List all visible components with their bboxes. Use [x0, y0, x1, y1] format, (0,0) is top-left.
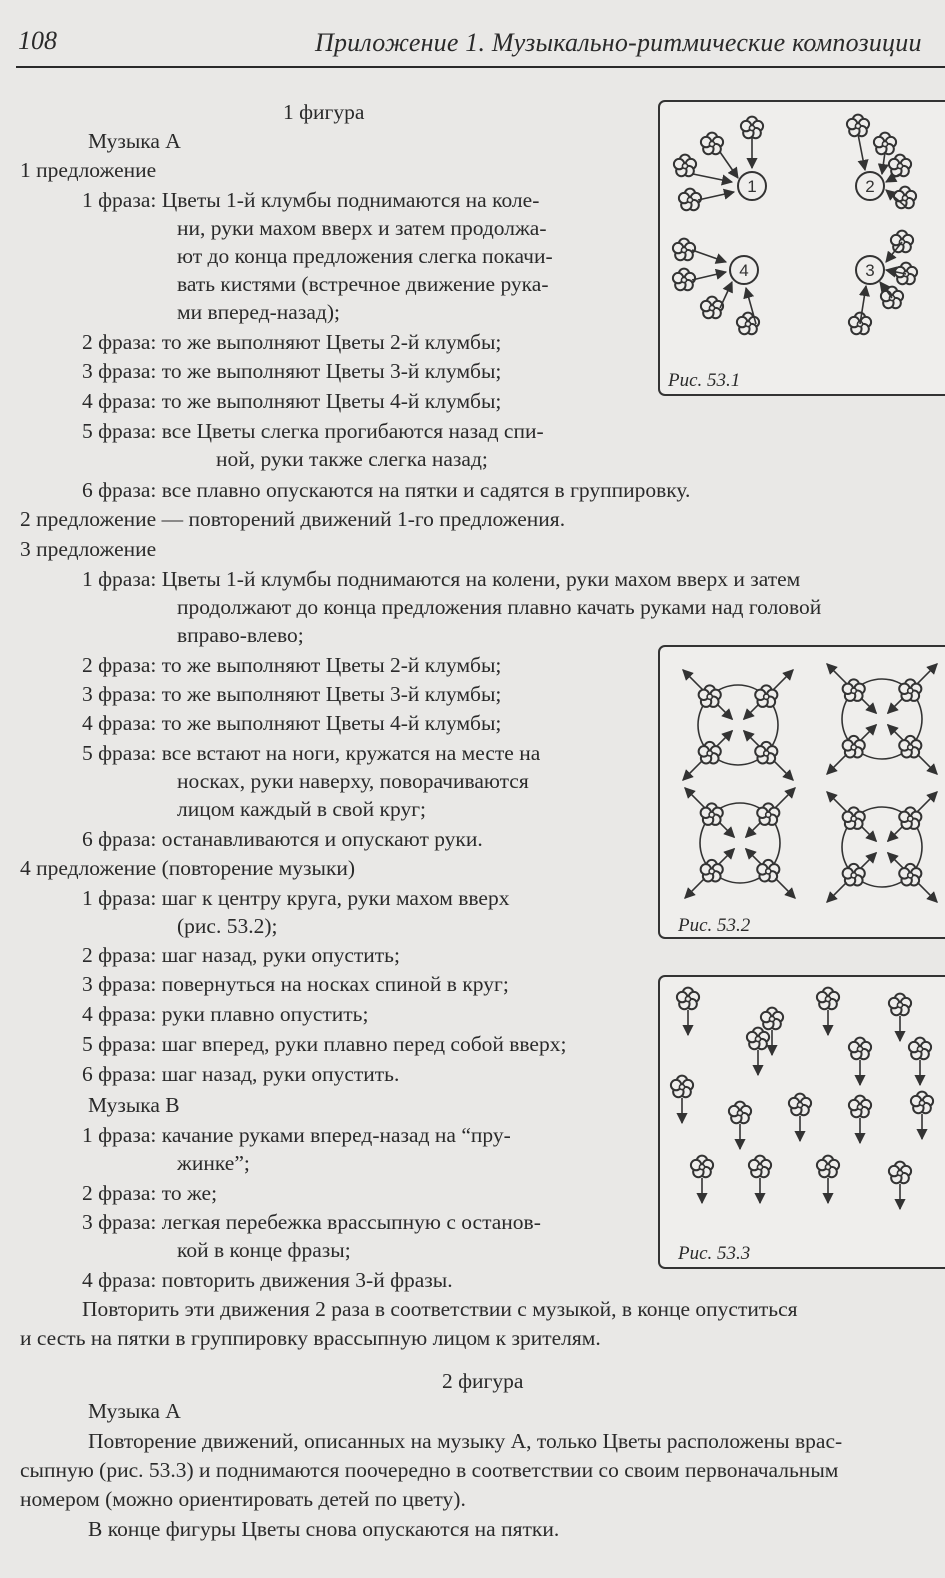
text-line: В конце фигуры Цветы снова опускаются на пятки.: [88, 1517, 560, 1541]
arrow: [720, 152, 738, 178]
arrow: [744, 704, 760, 720]
flower-icon: [849, 1038, 871, 1060]
text-line: ной, руки также слегка назад;: [216, 447, 488, 471]
text-line: носках, руки наверху, поворачиваются: [177, 769, 529, 793]
flower-icon: [874, 133, 896, 155]
arrow: [746, 849, 762, 865]
arrow: [827, 754, 847, 774]
arrow: [888, 698, 904, 714]
arrow: [773, 760, 793, 780]
text-line: вправо-влево;: [177, 623, 304, 647]
text-line: 3 фраза: то же выполняют Цветы 3-й клумбы;: [82, 359, 502, 383]
flower-icon: [889, 155, 911, 177]
arrow: [683, 670, 703, 690]
arrow: [746, 822, 762, 838]
arrow: [719, 849, 735, 865]
text-line: 2 фраза: то же;: [82, 1181, 218, 1205]
text-line: 3 фраза: то же выполняют Цветы 3-й клумбы;: [82, 682, 502, 706]
arrow: [888, 826, 904, 842]
arrow: [827, 792, 847, 812]
text-line: 2 предложение — повторений движений 1-го предложения.: [20, 507, 566, 531]
figure-caption: Рис. 53.1: [668, 370, 741, 391]
arrow: [692, 272, 726, 280]
text-line: 2 фраза: то же выполняют Цветы 2-й клумбы;: [82, 653, 502, 677]
text-line: 1 фраза: Цветы 1-й клумбы поднимаются на колени, руки махом вверх и затем: [82, 567, 801, 591]
figure-53-3: [658, 975, 945, 1269]
music-heading: Музыка В: [88, 1093, 180, 1117]
flower-icon: [789, 1094, 811, 1116]
figure-53-3-diagram: [660, 977, 945, 1267]
text-line: 6 фраза: останавливаются и опускают руки.: [82, 827, 483, 851]
running-header: Приложение 1. Музыкально-ритмические композиции: [315, 28, 922, 57]
text-line: ми вперед-назад);: [177, 300, 340, 324]
arrow: [698, 192, 734, 200]
text-line: (рис. 53.2);: [177, 914, 278, 938]
section-heading: 1 фигура: [283, 100, 365, 124]
arrow: [861, 826, 877, 842]
arrow: [861, 853, 877, 869]
text-line: 5 фраза: все встают на ноги, кружатся на месте на: [82, 741, 541, 765]
header-rule: [16, 66, 945, 68]
flower-icon: [741, 117, 763, 139]
flower-icon: [911, 1092, 933, 1114]
figure-53-2: [658, 645, 945, 939]
text-line: сыпную (рис. 53.3) и поднимаются поочередно в соответствии со своим первоначальным: [20, 1458, 839, 1482]
arrow: [692, 250, 726, 262]
bed-number: 1: [747, 177, 757, 196]
text-line: 1 фраза: качание руками вперед-назад на “пру-: [82, 1123, 511, 1147]
arrow: [717, 731, 733, 747]
text-line: 6 фраза: шаг назад, руки опустить.: [82, 1062, 400, 1086]
text-line: 3 фраза: легкая перебежка врассыпную с останов-: [82, 1210, 541, 1234]
figure-53-2-diagram: [660, 647, 945, 937]
figure-caption: Рис. 53.2: [678, 915, 751, 936]
text-line: продолжают до конца предложения плавно качать руками над головой: [177, 595, 822, 619]
figure-53-1: [658, 100, 945, 396]
arrow: [917, 664, 937, 684]
flower-icon: [747, 1028, 769, 1050]
flower-icon: [729, 1102, 751, 1124]
section-heading: 2 фигура: [442, 1369, 524, 1393]
arrow: [917, 792, 937, 812]
text-line: 1 фраза: шаг к центру круга, руки махом вверх: [82, 886, 510, 910]
arrow: [888, 725, 904, 741]
arrow: [693, 174, 732, 182]
flower-icon: [677, 988, 699, 1010]
arrow: [861, 725, 877, 741]
figure-53-1-diagram: [660, 102, 945, 394]
sentence-heading: 4 предложение (повторение музыки): [20, 856, 356, 880]
arrow: [744, 731, 760, 747]
text-line: 3 фраза: повернуться на носках спиной в круг;: [82, 972, 509, 996]
flower-icon: [761, 1008, 783, 1030]
text-line: Повторить эти движения 2 раза в соответствии с музыкой, в конце опуститься: [82, 1297, 798, 1321]
arrow: [888, 853, 904, 869]
flower-icon: [701, 133, 723, 155]
text-line: 1 фраза: Цветы 1-й клумбы поднимаются на коле-: [82, 188, 540, 212]
text-line: 6 фраза: все плавно опускаются на пятки и садятся в группировку.: [82, 478, 691, 502]
text-line: номером (можно ориентировать детей по цвету).: [20, 1487, 466, 1511]
flower-icon: [889, 994, 911, 1016]
bed-number: 2: [865, 177, 875, 196]
text-line: 5 фраза: все Цветы слегка прогибаются назад спи-: [82, 419, 544, 443]
arrow: [717, 704, 733, 720]
arrow: [827, 882, 847, 902]
arrow: [685, 788, 705, 808]
text-line: 2 фраза: шаг назад, руки опустить;: [82, 943, 400, 967]
music-heading: Музыка А: [88, 1399, 181, 1423]
flower-icon: [847, 115, 869, 137]
arrow: [775, 788, 795, 808]
flower-icon: [673, 269, 695, 291]
arrow: [720, 282, 732, 308]
arrow: [775, 878, 795, 898]
bed-number: 4: [739, 261, 749, 280]
flower-icon: [679, 189, 701, 211]
text-line: 2 фраза: то же выполняют Цветы 2-й клумбы;: [82, 330, 502, 354]
flower-icon: [674, 155, 696, 177]
text-line: 4 фраза: то же выполняют Цветы 4-й клумбы;: [82, 389, 502, 413]
text-line: жинке”;: [177, 1151, 250, 1175]
arrow: [773, 670, 793, 690]
arrow: [719, 822, 735, 838]
arrow: [858, 134, 865, 170]
arrow: [827, 664, 847, 684]
text-line: Повторение движений, описанных на музыку А, только Цветы расположены врас-: [88, 1429, 843, 1453]
flower-icon: [691, 1156, 713, 1178]
flower-icon: [889, 1162, 911, 1184]
flower-icon: [817, 1156, 839, 1178]
flower-icon: [891, 231, 913, 253]
flower-icon: [749, 1156, 771, 1178]
text-line: 5 фраза: шаг вперед, руки плавно перед собой вверх;: [82, 1032, 567, 1056]
text-line: кой в конце фразы;: [177, 1238, 351, 1262]
flower-icon: [673, 239, 695, 261]
text-line: 4 фраза: повторить движения 3-й фразы.: [82, 1268, 453, 1292]
arrow: [917, 754, 937, 774]
sentence-heading: 3 предложение: [20, 537, 157, 561]
text-line: и сесть на пятки в группировку врассыпную лицом к зрителям.: [20, 1326, 601, 1350]
flower-icon: [817, 988, 839, 1010]
sentence-heading: 1 предложение: [20, 158, 157, 182]
text-line: ни, руки махом вверх и затем продолжа-: [177, 216, 547, 240]
flower-icon: [849, 1096, 871, 1118]
arrow: [917, 882, 937, 902]
arrow: [683, 760, 703, 780]
arrow: [882, 152, 885, 174]
figure-caption: Рис. 53.3: [678, 1243, 751, 1264]
arrow: [685, 878, 705, 898]
page-number: 108: [18, 26, 57, 55]
music-heading: Музыка А: [88, 129, 181, 153]
bed-number: 3: [865, 261, 875, 280]
text-line: лицом каждый в свой круг;: [177, 797, 427, 821]
flower-icon: [909, 1038, 931, 1060]
text-line: 4 фраза: то же выполняют Цветы 4-й клумбы;: [82, 711, 502, 735]
flower-icon: [671, 1076, 693, 1098]
text-line: ют до конца предложения слегка покачи-: [177, 244, 553, 268]
text-line: вать кистями (встречное движение рука-: [177, 272, 549, 296]
arrow: [861, 698, 877, 714]
text-line: 4 фраза: руки плавно опустить;: [82, 1002, 369, 1026]
